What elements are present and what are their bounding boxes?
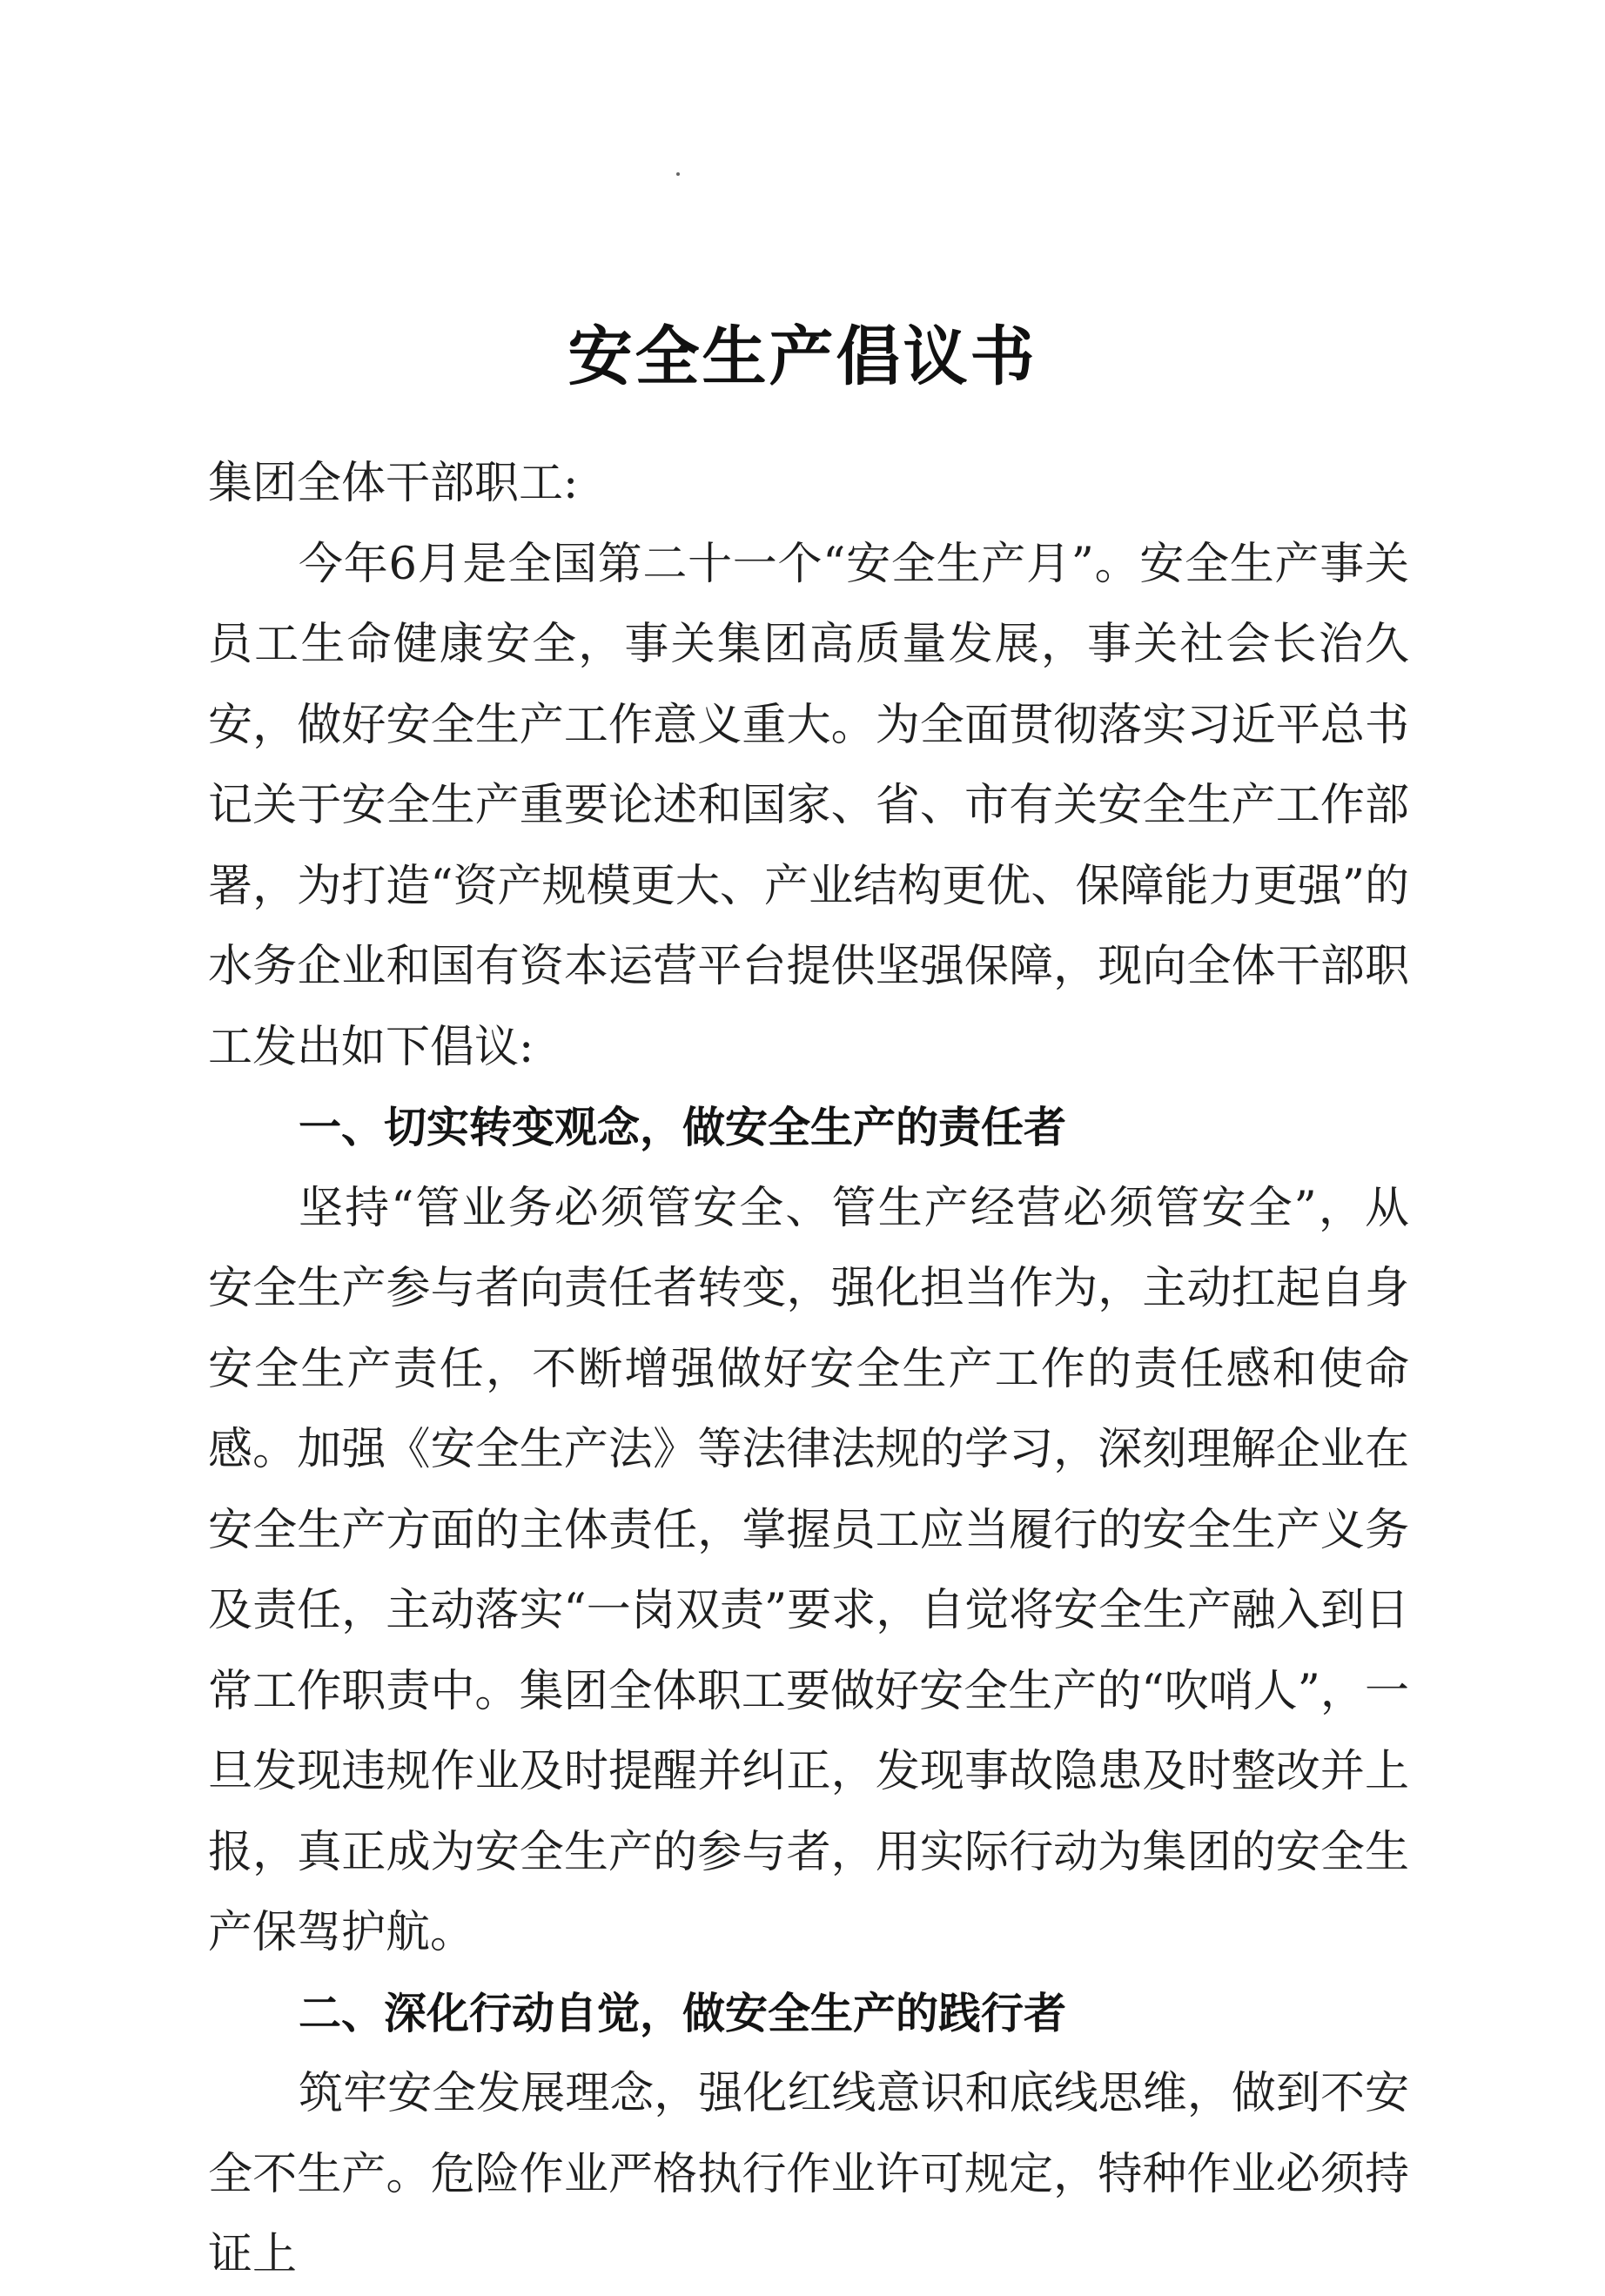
document-body <box>208 444 1409 2296</box>
section-2-paragraph: 筑牢安全发展理念，强化红线意识和底线思维，做到不安全不生产。危险作业严格执行作业许可规定，特种作业必须持证上 <box>208 2068 1409 2280</box>
scan-speck <box>676 172 680 176</box>
section-1-heading: 一、切实转变观念，做安全生产的责任者 <box>299 1103 1067 1152</box>
intro-paragraph: 今年6月是全国第二十一个“安全生产月”。安全生产事关员工生命健康安全，事关集团高质量发展，事关社会长治久安，做好安全生产工作意义重大。为全面贯彻落实习近平总书记关于安全生产重要论述和国家、省、市有关安全生产工作部署，为打造“资产规模更大、产业结构更优、保障能力更强”的水务企业和国有资本运营平台提供坚强保障，现向全体干部职工发出如下倡议: <box>208 538 1409 1073</box>
document-title: 安全生产倡议书 <box>567 319 1038 394</box>
section-2-heading: 二、深化行动自觉，做安全生产的践行者 <box>299 1988 1067 2038</box>
salutation: 集团全体干部职工: <box>208 458 579 509</box>
section-1-paragraph: 坚持“管业务必须管安全、管生产经营必须管安全”，从安全生产参与者向责任者转变，强化担当作为，主动扛起自身安全生产责任，不断增强做好安全生产工作的责任感和使命感。加强《安全生产法》等法律法规的学习，深刻理解企业在安全生产方面的主体责任，掌握员工应当履行的安全生产义务及责任，主动落实“一岗双责”要求，自觉将安全生产融入到日常工作职责中。集团全体职工要做好安全生产的“吹哨人”，一旦发现违规作业及时提醒并纠正，发现事故隐患及时整改并上报，真正成为安全生产的参与者，用实际行动为集团的安全生产保驾护航。 <box>208 1182 1409 1958</box>
